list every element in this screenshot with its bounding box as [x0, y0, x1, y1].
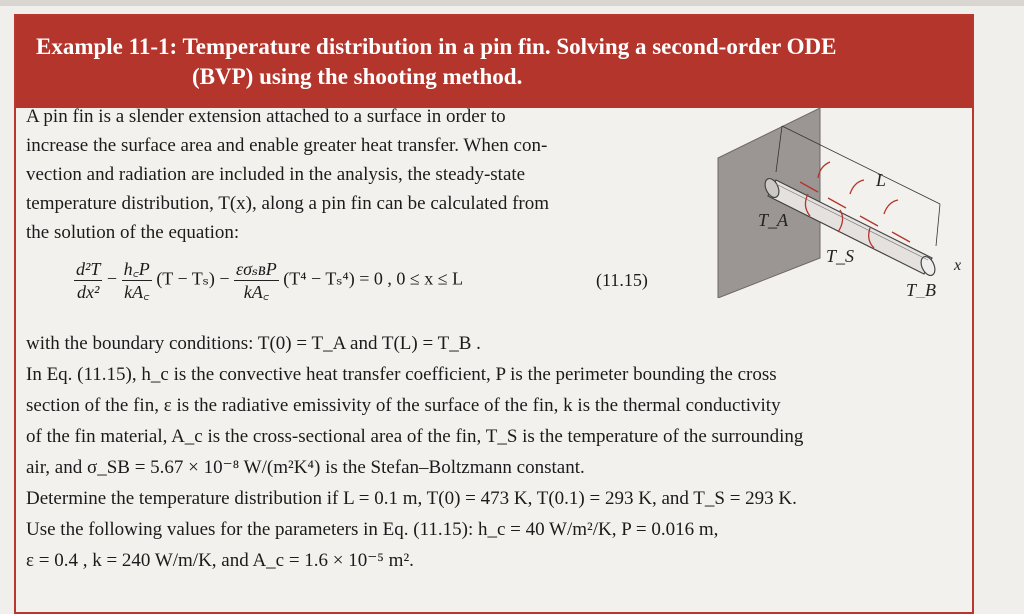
- lower-line: Use the following values for the parameters in Eq. (11.15): h_c = 40 W/m²/K, P = 0.016 m,: [26, 519, 719, 540]
- lower-line: ε = 0.4 , k = 240 W/m/K, and A_c = 1.6 × 10⁻⁵ m².: [26, 550, 414, 571]
- header-title-line2: (BVP) using the shooting method.: [192, 64, 523, 89]
- label-l: L: [876, 170, 887, 190]
- intro-line: increase the surface area and enable greater heat transfer. When con-: [26, 135, 548, 156]
- intro-line: the solution of the equation:: [26, 222, 240, 243]
- lower-text: [26, 328, 956, 576]
- intro-paragraph: [26, 102, 666, 247]
- eq-term-radiation: $\frac{\text{εσₛʙP}}{kA꜀}$: [236, 259, 277, 302]
- pin-fin-figure: [700, 98, 970, 298]
- intro-line: A pin fin is a slender extension attached to a surface in order to: [26, 106, 506, 127]
- lower-line: air, and σ_SB = 5.67 × 10⁻⁸ W/(m²K⁴) is the Stefan–Boltzmann constant.: [26, 457, 585, 478]
- label-ta: T_A: [758, 210, 789, 230]
- label-tb: T_B: [906, 280, 937, 298]
- eq-mid: (T − Tₛ) −: [156, 268, 230, 289]
- lower-line: with the boundary conditions: T(0) = T_A and T(L) = T_B .: [26, 333, 481, 354]
- eq-term-d2t: $\frac{\text{d²T}}{\text{dx²}}$: [76, 259, 101, 302]
- eq-tail: (T⁴ − Tₛ⁴) = 0 , 0 ≤ x ≤ L: [283, 268, 464, 289]
- lower-line: section of the fin, ε is the radiative emissivity of the surface of the fin, k is the thermal conductivity: [26, 395, 781, 416]
- equation-number: (11.15): [596, 270, 648, 290]
- lower-line: of the fin material, A_c is the cross-sectional area of the fin, T_S is the temperature of the surrounding: [26, 426, 804, 447]
- label-ts: T_S: [826, 246, 855, 266]
- intro-line: vection and radiation are included in the analysis, the steady-state: [26, 164, 526, 185]
- eq-term-convection: $\frac{h꜀P}{kA꜀}$: [123, 259, 150, 302]
- label-x: x: [954, 257, 962, 274]
- lower-line: Determine the temperature distribution if L = 0.1 m, T(0) = 473 K, T(0.1) = 293 K, and T_S = 293 K.: [26, 488, 797, 509]
- top-rule: [0, 0, 1024, 6]
- lower-line: In Eq. (11.15), h_c is the convective heat transfer coefficient, P is the perimeter bounding the cross: [26, 364, 777, 385]
- intro-line: temperature distribution, T(x), along a pin fin can be calculated from: [26, 193, 550, 214]
- example-header: [16, 16, 972, 108]
- equation-11-15: $\frac{\text{d²T}}{\text{dx²}}$ − $\frac{h꜀P}{kA꜀}$ (T − Tₛ) − $\frac{\text{εσₛʙP}}{kA꜀}$ (T⁴ − Tₛ⁴) = 0 , 0 ≤ x ≤ L (11.15): [76, 259, 648, 302]
- header-title-line1: Example 11-1: Temperature distribution in a pin fin. Solving a second-order ODE: [36, 34, 837, 59]
